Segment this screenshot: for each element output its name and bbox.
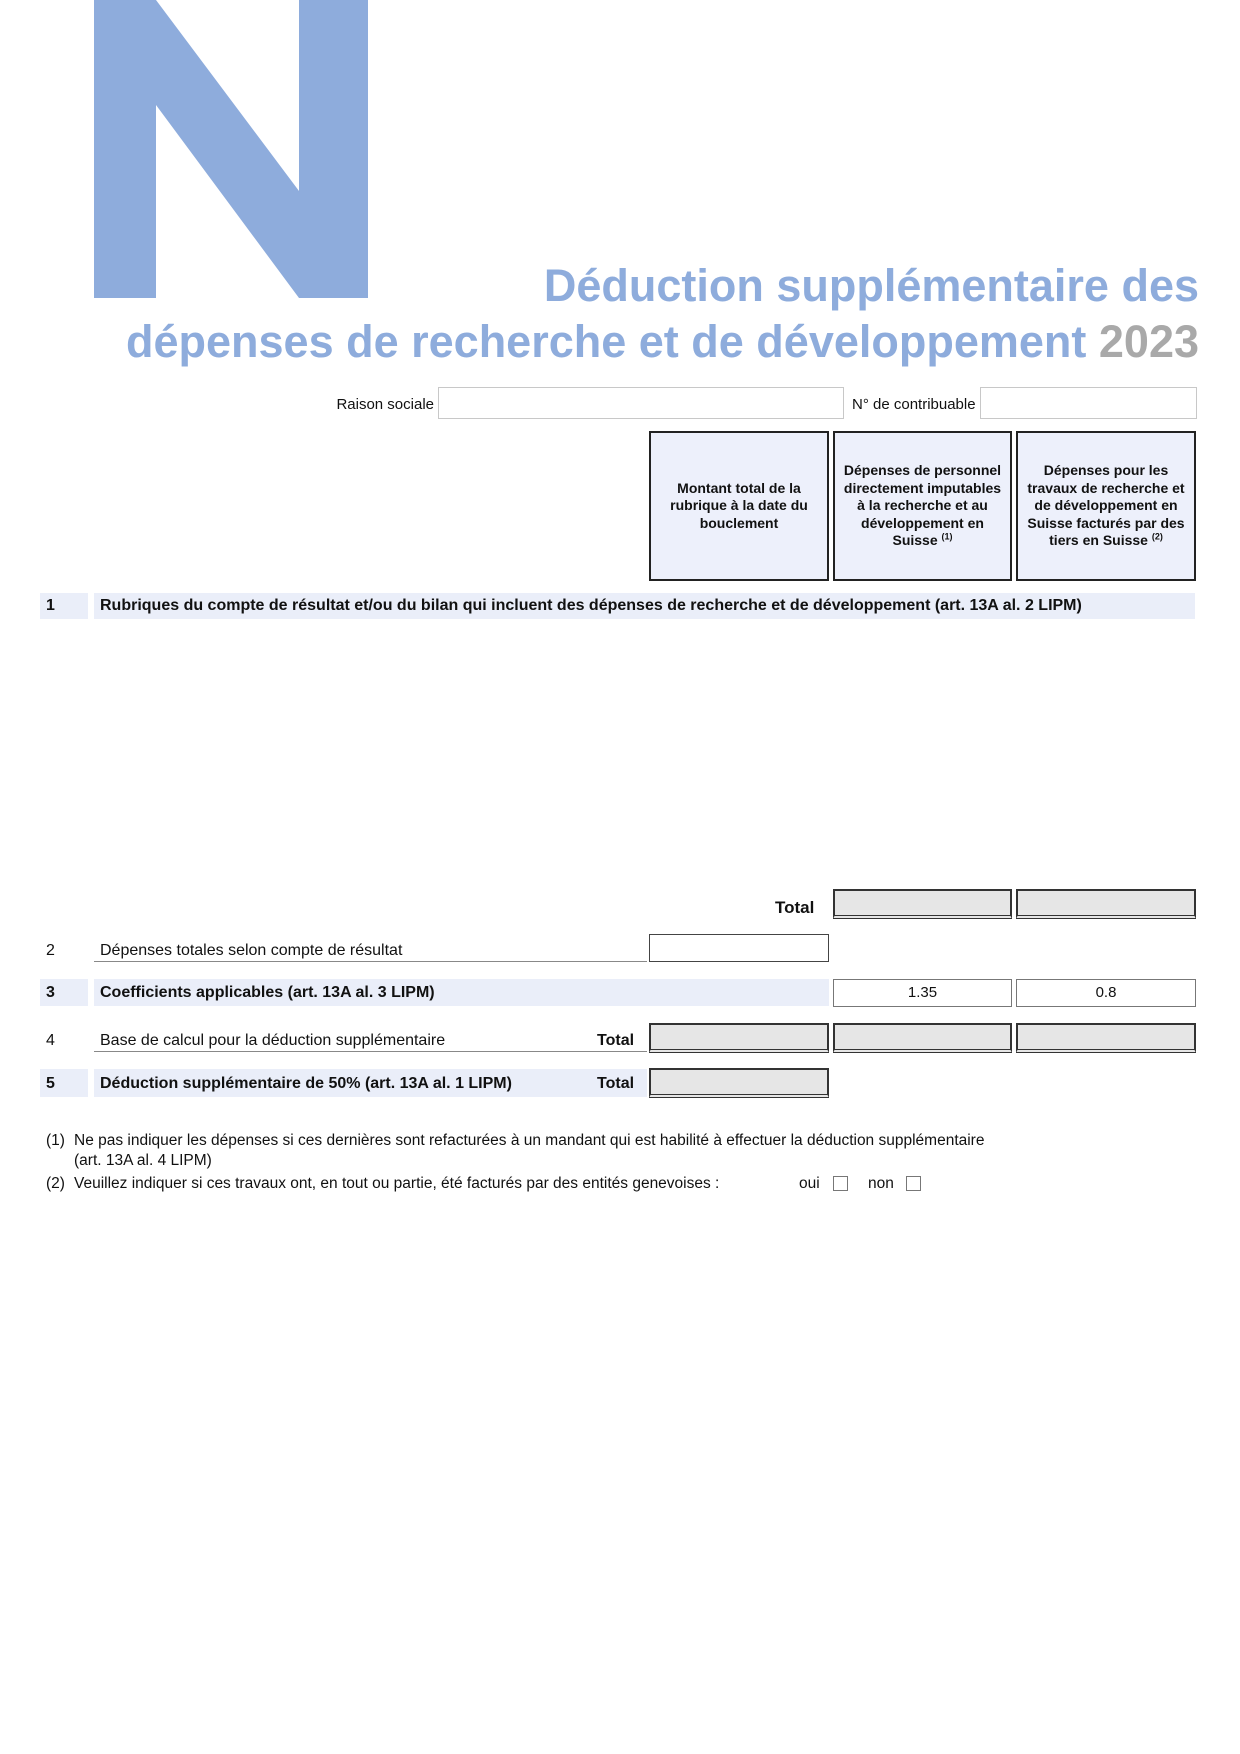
row1-number: 1 [46,597,55,614]
row4-col1-field[interactable] [649,1023,829,1053]
contribuable-field[interactable] [980,387,1197,419]
col3-text: Dépenses pour les travaux de recherche et de développement en Suisse facturés par des tiers en Suisse [1027,462,1185,549]
row5-deduction-field[interactable] [649,1068,829,1098]
contribuable-label: N° de contribuable [852,396,976,413]
row4-total-label: Total [597,1032,635,1049]
row1-total-col3-field[interactable] [1016,889,1196,919]
footnote1-line1: Ne pas indiquer les dépenses si ces dernières sont refacturées à un mandant qui est habilité à effectuer la déduction supplémentaire [74,1132,985,1149]
non-label: non [868,1175,894,1192]
col2-footnote-ref: (1) [941,531,953,542]
row2-number: 2 [46,942,55,959]
oui-label: oui [799,1175,820,1192]
raison-sociale-field[interactable] [438,387,844,419]
row3-coefficient-col2: 1.35 [833,979,1012,1007]
row2-total-expenses-field[interactable] [649,934,829,962]
column-header-depenses-personnel [833,431,1012,581]
row4-col2-field[interactable] [833,1023,1012,1053]
page-title-text: dépenses de recherche et de développement [126,316,1087,367]
row1-total-label: Total [775,898,815,917]
raison-sociale-label: Raison sociale [336,396,434,413]
row1-total-col2-field[interactable] [833,889,1012,919]
row5-total-label: Total [597,1075,635,1092]
row2-label: Dépenses totales selon compte de résultat [100,942,403,959]
non-checkbox[interactable] [906,1176,921,1191]
row4-number: 4 [46,1032,55,1049]
page-title-line1: Déduction supplémentaire des [543,260,1199,311]
row5-number: 5 [46,1075,55,1092]
row3-number: 3 [46,984,55,1001]
column-header-montant-total [649,431,829,581]
form-year: 2023 [1098,316,1199,367]
footnote2-mark: (2) [46,1175,65,1192]
footnote1-line2: (art. 13A al. 4 LIPM) [74,1152,212,1169]
column-header-montant-total-text: Montant total de la rubrique à la date du bouclement [670,479,808,531]
column-header-depenses-tiers-text [1024,462,1188,550]
oui-checkbox[interactable] [833,1176,848,1191]
footnote2-text: Veuillez indiquer si ces travaux ont, en tout ou partie, été facturés par des entités genevoises : [74,1175,720,1192]
big-letter-n-logo [94,0,368,298]
row1-label: Rubriques du compte de résultat et/ou du bilan qui incluent des dépenses de recherche et de développement (art. 13A al. 2 LIPM) [100,597,1082,614]
footnote1-mark: (1) [46,1132,65,1149]
row3-label: Coefficients applicables (art. 13A al. 3 LIPM) [100,984,435,1001]
row3-coefficient-col3: 0.8 [1016,979,1196,1007]
col2-text: Dépenses de personnel directement imputables à la recherche et au développement en Suisse [843,462,1002,549]
row4-col3-field[interactable] [1016,1023,1196,1053]
row4-label: Base de calcul pour la déduction supplémentaire [100,1032,446,1049]
row5-label: Déduction supplémentaire de 50% (art. 13A al. 1 LIPM) [100,1075,512,1092]
page-title-line2 [126,314,1199,370]
column-header-depenses-personnel-text [841,462,1004,550]
col3-footnote-ref: (2) [1151,531,1163,542]
column-header-depenses-tiers [1016,431,1196,581]
